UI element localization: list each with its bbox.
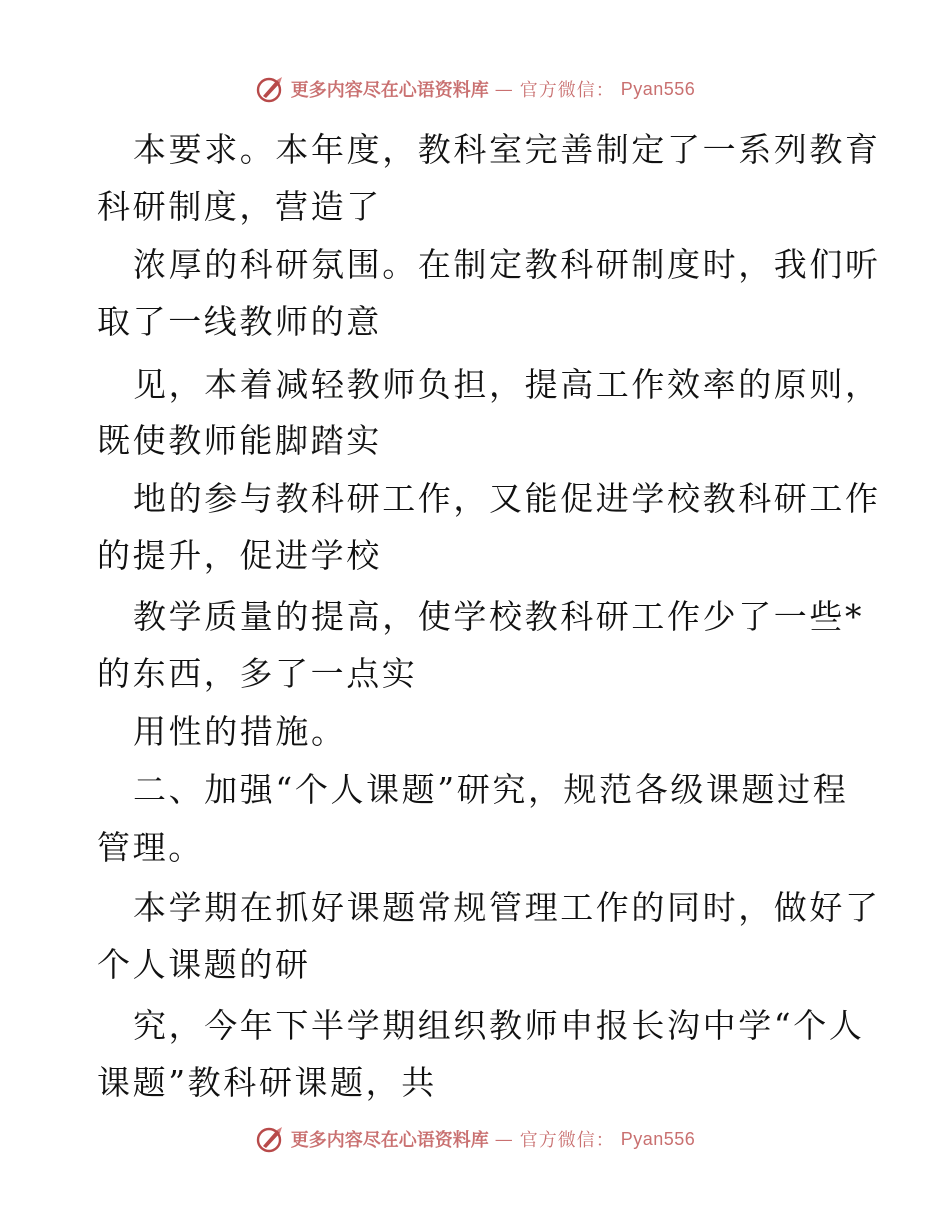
watermark-separator: — [494,78,514,100]
text-line: 本学期在抓好课题常规管理工作的同时，做好了 [133,888,881,927]
text-line: 课题”教科研课题，共 [97,1063,437,1102]
text-line: 的东西，多了一点实 [97,654,418,693]
watermark-separator: — [494,1128,514,1150]
quill-pen-logo-icon [255,1124,285,1154]
watermark-label: 官方微信： [519,1130,615,1151]
text-line: 个人课题的研 [97,945,311,984]
text-line: 既使教师能脚踏实 [97,421,382,460]
text-line: 教学质量的提高，使学校教科研工作少了一些* [133,597,865,636]
watermark-brand: 更多内容尽在心语资料库 [290,80,489,101]
text-line: 地的参与教科研工作，又能促进学校教科研工作 [133,479,881,518]
text-line: 究，今年下半学期组织教师申报长沟中学“个人 [133,1006,865,1045]
header-watermark [0,72,950,106]
text-line: 用性的措施。 [133,712,347,751]
watermark-brand: 更多内容尽在心语资料库 [290,1130,489,1151]
text-line: 科研制度，营造了 [97,187,382,226]
footer-watermark [0,1122,950,1156]
watermark-wechat-id: Pyan556 [620,1128,696,1149]
section-heading: 二、加强“个人课题”研究，规范各级课题过程 [133,770,849,809]
text-line: 浓厚的科研氛围。在制定教科研制度时，我们听 [133,245,881,284]
watermark-wechat-id: Pyan556 [620,78,696,99]
text-line: 的提升，促进学校 [97,536,382,575]
text-line: 本要求。本年度，教科室完善制定了一系列教育 [133,130,881,169]
text-line: 见，本着减轻教师负担，提高工作效率的原则， [133,365,881,404]
text-line: 取了一线教师的意 [97,302,382,341]
watermark-label: 官方微信： [519,80,615,101]
text-line: 管理。 [97,828,204,867]
quill-pen-logo-icon [255,74,285,104]
